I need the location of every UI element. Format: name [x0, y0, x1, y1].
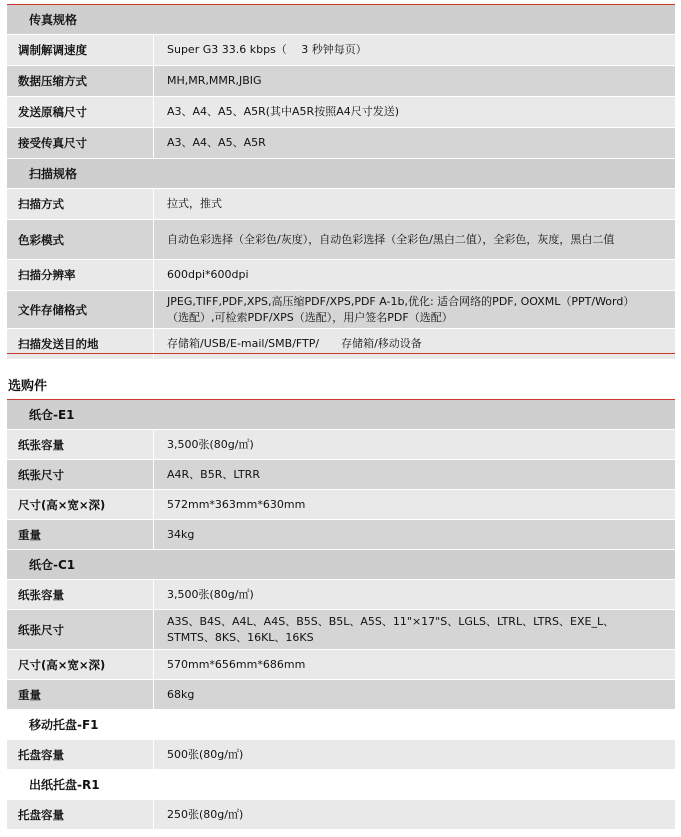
row-value: 600dpi*600dpi	[153, 260, 675, 290]
table-row	[7, 520, 675, 550]
scan-spec-header	[7, 159, 675, 189]
table-row	[7, 35, 675, 66]
options-table	[7, 400, 675, 830]
row-value: 3,500张(80g/㎡)	[153, 430, 675, 459]
row-label: 重量	[7, 680, 153, 709]
row-value: A3S、B4S、A4L、A4S、B5S、B5L、A5S、11"×17"S、LGLS、LTRL、LTRS、EXE_L、STMTS、8KS、16KL、16KS	[153, 610, 675, 649]
row-value: 250张(80g/㎡)	[153, 800, 675, 829]
section-title: 出纸托盘-R1	[7, 770, 675, 799]
fax-spec-table	[7, 5, 675, 360]
row-label: 发送原稿尺寸	[7, 97, 153, 127]
section-rule	[7, 353, 675, 354]
row-label: 纸张尺寸	[7, 610, 153, 649]
row-value: 拉式，推式	[153, 189, 675, 219]
row-value: 自动色彩选择（全彩色/灰度），自动色彩选择（全彩色/黑白二值），全彩色，灰度，黑白二值	[153, 220, 675, 259]
section-title: 传真规格	[7, 5, 675, 34]
table-row	[7, 220, 675, 260]
row-label: 尺寸(高×宽×深)	[7, 650, 153, 679]
row-label: 色彩模式	[7, 220, 153, 259]
row-label: 纸张容量	[7, 430, 153, 459]
table-row	[7, 260, 675, 291]
section-title: 纸仓-C1	[7, 550, 675, 579]
table-row	[7, 610, 675, 650]
row-label: 接受传真尺寸	[7, 128, 153, 158]
r1-header	[7, 770, 675, 800]
table-row	[7, 97, 675, 128]
row-label: 数据压缩方式	[7, 66, 153, 96]
row-label: 托盘容量	[7, 800, 153, 829]
row-value: 572mm*363mm*630mm	[153, 490, 675, 519]
table-row	[7, 189, 675, 220]
row-label: 纸张尺寸	[7, 460, 153, 489]
f1-header	[7, 710, 675, 740]
table-row	[7, 580, 675, 610]
table-row	[7, 128, 675, 159]
row-label: 扫描发送目的地	[7, 329, 153, 359]
table-row	[7, 680, 675, 710]
table-row	[7, 460, 675, 490]
section-title: 纸仓-E1	[7, 400, 675, 429]
row-value: 570mm*656mm*686mm	[153, 650, 675, 679]
row-value: A4R、B5R、LTRR	[153, 460, 675, 489]
e1-header	[7, 400, 675, 430]
row-value: 存储箱/USB/E-mail/SMB/FTP/ 存储箱/移动设备	[153, 329, 675, 359]
table-row	[7, 800, 675, 830]
row-value: 34kg	[153, 520, 675, 549]
table-row	[7, 650, 675, 680]
options-title: 选购件	[8, 379, 48, 394]
row-value: 3,500张(80g/㎡)	[153, 580, 675, 609]
table-row	[7, 291, 675, 329]
table-row	[7, 430, 675, 460]
table-row	[7, 66, 675, 97]
row-value: 68kg	[153, 680, 675, 709]
fax-spec-header	[7, 5, 675, 35]
table-row	[7, 740, 675, 770]
table-row	[7, 329, 675, 360]
row-value: 500张(80g/㎡)	[153, 740, 675, 769]
row-label: 扫描方式	[7, 189, 153, 219]
row-label: 调制解调速度	[7, 35, 153, 65]
row-label: 纸张容量	[7, 580, 153, 609]
row-label: 托盘容量	[7, 740, 153, 769]
row-label: 文件存储格式	[7, 291, 153, 328]
section-title: 扫描规格	[7, 159, 675, 188]
row-value: Super G3 33.6 kbps（ 3 秒钟每页）	[153, 35, 675, 65]
section-title: 移动托盘-F1	[7, 710, 675, 739]
row-value: MH,MR,MMR,JBIG	[153, 66, 675, 96]
row-label: 尺寸(高×宽×深)	[7, 490, 153, 519]
table-row	[7, 490, 675, 520]
row-value: A3、A4、A5、A5R	[153, 128, 675, 158]
row-value: A3、A4、A5、A5R(其中A5R按照A4尺寸发送)	[153, 97, 675, 127]
row-label: 重量	[7, 520, 153, 549]
row-value: JPEG,TIFF,PDF,XPS,高压缩PDF/XPS,PDF A-1b,优化: 适合网络的PDF, OOXML（PPT/Word）（选配）,可检索PDF/XPS（选配），用户签名PDF（选配）	[153, 291, 675, 328]
row-label: 扫描分辨率	[7, 260, 153, 290]
c1-header	[7, 550, 675, 580]
